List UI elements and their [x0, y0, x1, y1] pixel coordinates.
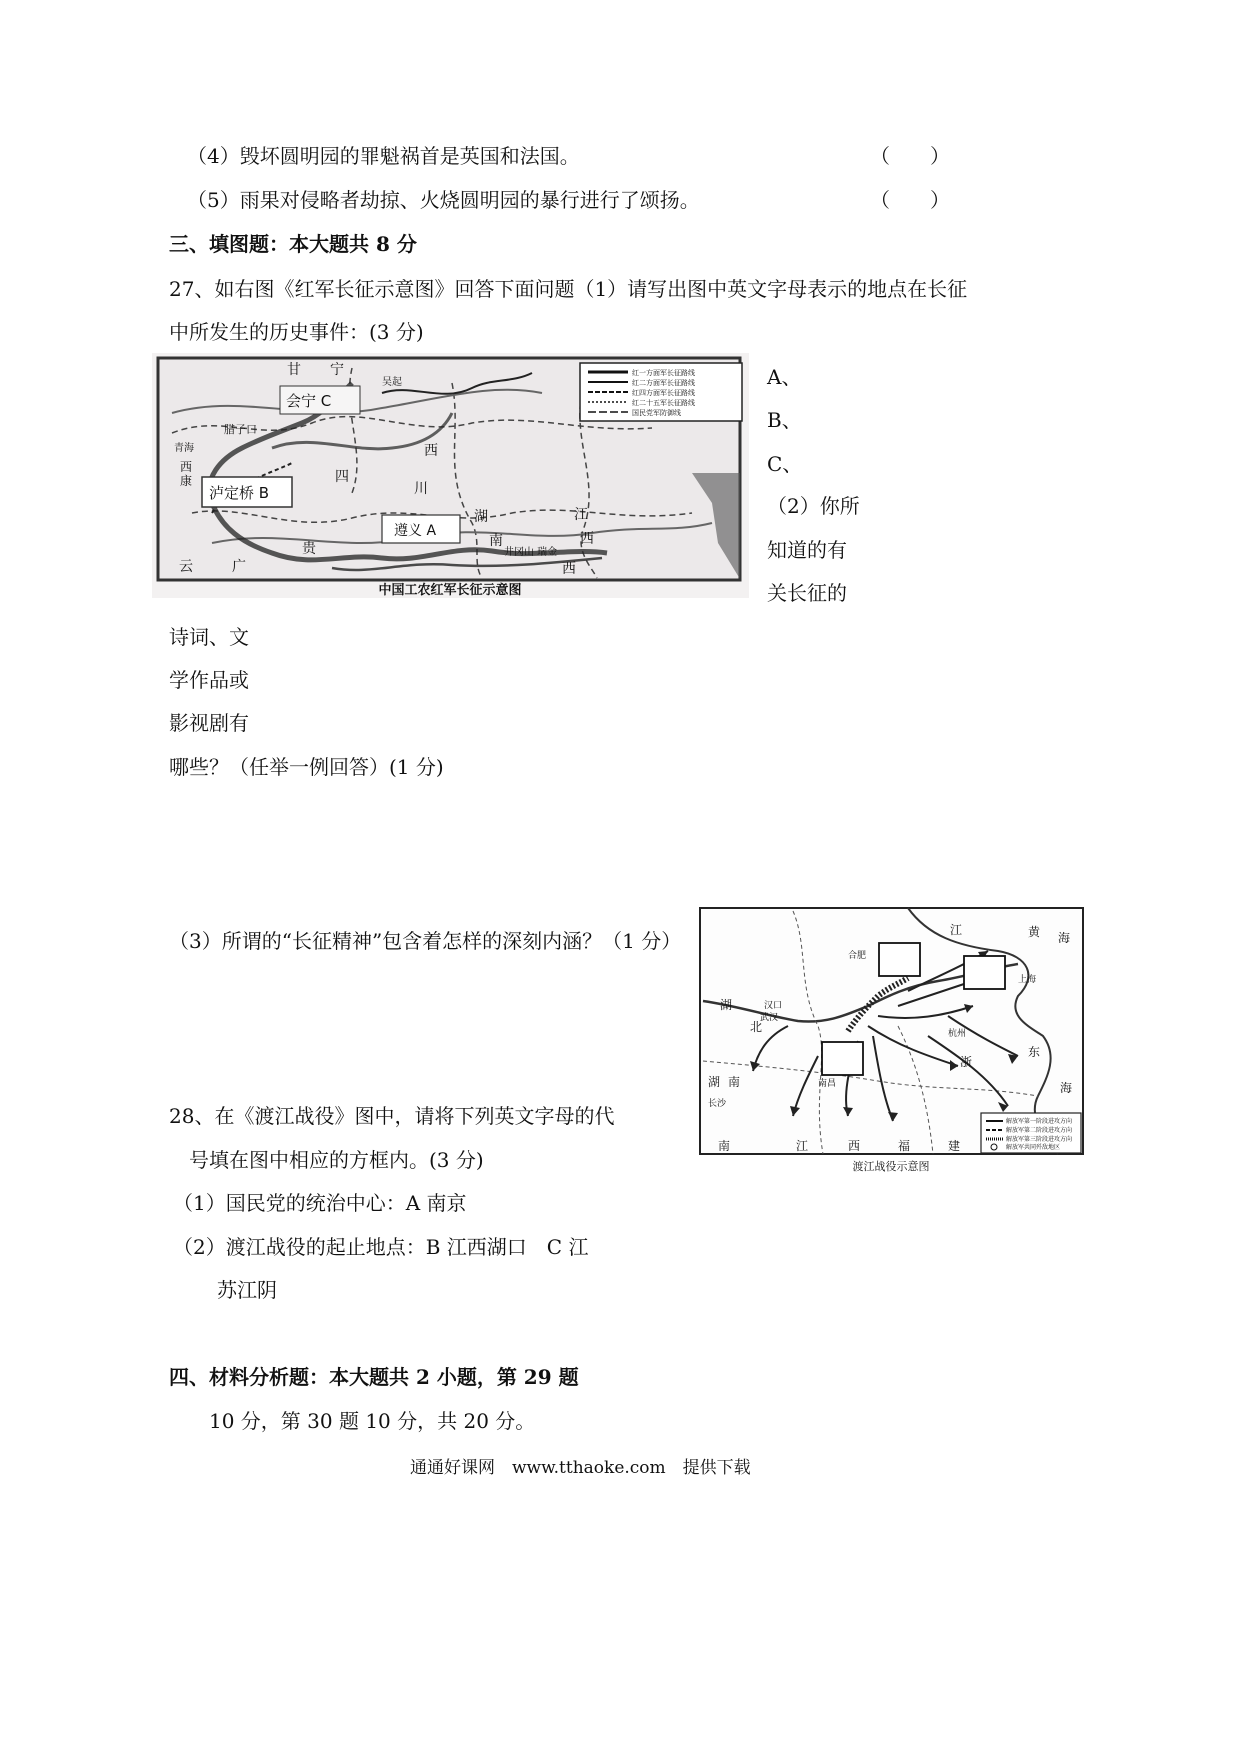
map-label-xi-xikang: 西 — [180, 460, 193, 474]
map-label-wuqi: 吴起 — [382, 377, 402, 388]
crossing-map-label-nan-hunan: 南 — [728, 1075, 741, 1089]
crossing-map-label-jian: 建 — [948, 1139, 961, 1153]
long-march-legend-3: 红四方面军长征路线 — [632, 389, 695, 397]
map-label-guang: 广 — [232, 559, 246, 575]
crossing-map-label-jiang-top: 江 — [950, 923, 963, 937]
crossing-map-label-hangzhou: 杭州 — [948, 1029, 967, 1039]
q28-prompt-line1: 28、在《渡江战役》图中，请将下列英文字母的代 — [169, 1104, 615, 1128]
crossing-map-label-hu: 湖 — [720, 998, 733, 1012]
map-label-xi-shaanxi: 西 — [424, 443, 438, 459]
q27-prompt-line1: 27、如右图《红军长征示意图》回答下面问题（1）请写出图中英文字母表示的地点在长征 — [169, 277, 968, 301]
crossing-river-answer-box-3[interactable] — [822, 1042, 863, 1075]
long-march-map-caption: 中国工农红军长征示意图 — [378, 583, 522, 598]
q27-answer-a[interactable]: A、 — [767, 365, 802, 389]
crossing-river-map-drawing — [698, 906, 1085, 1174]
map-label-hu: 湖 — [474, 509, 488, 525]
map-label-jinggangshan: 井冈山 瑞金 — [504, 547, 558, 558]
crossing-map-label-huang: 黄 — [1028, 925, 1041, 939]
map-label-gui: 贵 — [302, 541, 316, 557]
map-label-qinghai: 青海 — [174, 443, 194, 454]
q27-sub2-line7: 哪些？（任举一例回答）(1 分) — [169, 755, 444, 779]
q27-sub2-line6: 影视剧有 — [169, 711, 249, 735]
q27-sub3: （3）所谓的“长征精神”包含着怎样的深刻内涵？（1 分） — [169, 929, 682, 953]
q27-answer-b[interactable]: B、 — [767, 408, 802, 432]
long-march-map-drawing — [152, 353, 749, 598]
crossing-map-label-fu: 福 — [898, 1139, 911, 1153]
crossing-map-label-jiangxi-x: 西 — [848, 1139, 861, 1153]
map-label-nan: 南 — [489, 533, 503, 549]
crossing-map-label-hefei: 合肥 — [848, 951, 867, 961]
crossing-river-legend-3: 解放军第三阶段进攻方向 — [1006, 1136, 1073, 1143]
map-label-jiang: 江 — [574, 507, 588, 523]
crossing-map-label-hai-right: 海 — [1060, 1081, 1073, 1095]
q28-item1: （1）国民党的统治中心：A 南京 — [173, 1191, 467, 1215]
section3-heading: 三、填图题：本大题共 8 分 — [169, 232, 417, 256]
page-footer: 通通好课网 www.tthaoke.com 提供下载 — [410, 1458, 751, 1478]
crossing-map-label-changsha: 长沙 — [708, 1099, 727, 1109]
long-march-legend-4: 红二十五军长征路线 — [632, 399, 695, 407]
crossing-river-legend-4: 解放军共同歼敌地区 — [1006, 1144, 1061, 1151]
crossing-map-label-zhe: 浙 — [960, 1055, 973, 1069]
crossing-map-label-hankou: 汉口 — [764, 1001, 783, 1011]
crossing-map-label-dong: 东 — [1028, 1045, 1041, 1059]
q26-item5-answer-blank[interactable]: （ ） — [870, 188, 950, 212]
map-label-ningxia: 宁 — [330, 362, 344, 378]
crossing-river-legend-1: 解放军第一阶段进攻方向 — [1006, 1118, 1073, 1125]
crossing-river-map-caption: 渡江战役示意图 — [852, 1160, 930, 1173]
q26-item4: （4）毁坏圆明园的罪魁祸首是英国和法国。 — [187, 144, 580, 168]
crossing-river-answer-box-1[interactable] — [879, 943, 920, 976]
q28-item2-line2: 苏江阴 — [217, 1278, 277, 1302]
long-march-legend-5: 国民党军防御线 — [632, 409, 681, 417]
q27-sub2-line2: 知道的有 — [767, 538, 847, 562]
map-label-xi-jiangxi: 西 — [580, 531, 594, 547]
map-label-kang: 康 — [180, 474, 193, 488]
crossing-map-label-jiangxi-j: 江 — [796, 1139, 809, 1153]
crossing-map-label-bei: 北 — [750, 1020, 763, 1034]
q26-item4-answer-blank[interactable]: （ ） — [870, 144, 950, 168]
map-label-yun: 云 — [179, 559, 193, 575]
map-label-zunyi: 遵义 A — [394, 523, 437, 539]
crossing-map-label-shanghai: 上海 — [1018, 975, 1037, 985]
q28-prompt-line2: 号填在图中相应的方框内。(3 分) — [189, 1148, 484, 1172]
q28-item2-line1: （2）渡江战役的起止地点：B 江西湖口 C 江 — [173, 1235, 589, 1259]
long-march-map — [152, 353, 749, 598]
map-label-huining: 会宁 C — [286, 392, 332, 410]
map-label-chuan: 川 — [414, 481, 428, 497]
map-label-gansu: 甘 — [287, 362, 301, 378]
q27-sub2-line3: 关长征的 — [767, 581, 847, 605]
q27-prompt-line2: 中所发生的历史事件：(3 分) — [169, 320, 424, 344]
q27-answer-c[interactable]: C、 — [767, 452, 803, 476]
long-march-legend-2: 红二方面军长征路线 — [632, 379, 695, 387]
crossing-river-legend-2: 解放军第二阶段进攻方向 — [1006, 1127, 1073, 1134]
q27-sub2-line4: 诗词、文 — [169, 625, 249, 649]
crossing-river-map — [698, 906, 1085, 1174]
crossing-map-label-hu-south: 湖 — [708, 1075, 721, 1089]
crossing-map-label-nanchang: 南昌 — [818, 1079, 837, 1089]
long-march-legend-1: 红一方面军长征路线 — [632, 369, 695, 377]
crossing-map-label-hai-top: 海 — [1058, 931, 1071, 945]
crossing-river-answer-box-2[interactable] — [964, 956, 1005, 989]
section4-heading: 四、材料分析题：本大题共 2 小题，第 29 题 — [169, 1365, 579, 1389]
map-label-si: 四 — [335, 469, 349, 485]
q27-sub2-line1: （2）你所 — [767, 494, 860, 518]
crossing-map-label-nan: 南 — [718, 1139, 731, 1153]
q27-sub2-line5: 学作品或 — [169, 668, 249, 692]
map-label-lazikou: 腊子口 — [224, 423, 257, 436]
crossing-map-label-wuhan: 武汉 — [760, 1013, 779, 1023]
section4-heading-line2: 10 分，第 30 题 10 分，共 20 分。 — [209, 1409, 536, 1433]
map-label-luding: 泸定桥 B — [209, 484, 270, 502]
q26-item5: （5）雨果对侵略者劫掠、火烧圆明园的暴行进行了颂扬。 — [187, 188, 700, 212]
map-label-xi-guangxi: 西 — [562, 561, 576, 577]
